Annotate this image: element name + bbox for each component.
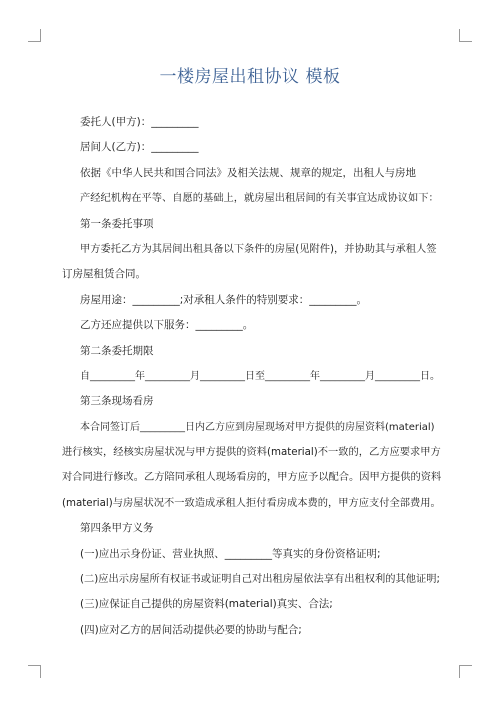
paragraph-line: 进行核实，经核实房屋状况与甲方提供的资料(material)不一致的，乙方应要求甲方 bbox=[62, 446, 441, 459]
paragraph-line: 乙方还应提供以下服务：_________。 bbox=[80, 319, 254, 332]
paragraph-line: 本合同签订后_________日内乙方应到房屋现场对甲方提供的房屋资料(material) bbox=[80, 421, 435, 433]
paragraph-line: 房屋用途：_________;对承租人条件的特别要求：_________。 bbox=[80, 293, 368, 306]
crop-mark-top-left bbox=[28, 29, 41, 42]
paragraph-line: 订房屋租赁合同。 bbox=[62, 268, 146, 281]
paragraph-line: (一)应出示身份证、营业执照、_________等真实的身份资格证明; bbox=[80, 547, 381, 560]
crop-mark-bottom-left bbox=[28, 665, 41, 678]
crop-mark-top-right bbox=[459, 29, 472, 42]
paragraph-line: (二)应出示房屋所有权证书或证明自己对出租房屋依法享有出租权利的其他证明; bbox=[80, 573, 440, 586]
paragraph-line: 委托人(甲方)：_________ bbox=[80, 116, 199, 128]
paragraph-line: 产经纪机构在平等、自愿的基础上，就房屋出租居间的有关事宜达成协议如下： bbox=[80, 192, 439, 205]
paragraph-line: (四)应对乙方的居间活动提供必要的协助与配合; bbox=[80, 623, 302, 636]
paragraph-line: (material)与房屋状况不一致造成承租人拒付看房成本费的，甲方应支付全部费用。 bbox=[62, 496, 441, 509]
paragraph-line: 第三条现场看房 bbox=[80, 395, 154, 408]
paragraph-line: 第四条甲方义务 bbox=[80, 522, 154, 535]
paragraph-line: (三)应保证自己提供的房屋资料(material)真实、合法; bbox=[80, 598, 333, 611]
paragraph-line: 依据《中华人民共和国合同法》及相关法规、规章的规定，出租人与房地 bbox=[80, 166, 416, 179]
paragraph-line: 对合同进行修改。乙方陪同承租人现场看房的，甲方应予以配合。因甲方提供的资料 bbox=[62, 471, 442, 484]
paragraph-line: 第二条委托期限 bbox=[80, 344, 154, 357]
paragraph-line: 自_________年_________月_________日至_________年_________月_________日。 bbox=[80, 370, 440, 382]
crop-mark-bottom-right bbox=[459, 665, 472, 678]
paragraph-line: 居间人(乙方)：_________ bbox=[80, 141, 199, 154]
paragraph-line: 第一条委托事项 bbox=[80, 217, 154, 230]
document-title: 一楼房屋出租协议 模板 bbox=[159, 67, 341, 87]
paragraph-line: 甲方委托乙方为其居间出租具备以下条件的房屋(见附件)，并协助其与承租人签 bbox=[80, 242, 437, 255]
document-body bbox=[62, 110, 442, 643]
